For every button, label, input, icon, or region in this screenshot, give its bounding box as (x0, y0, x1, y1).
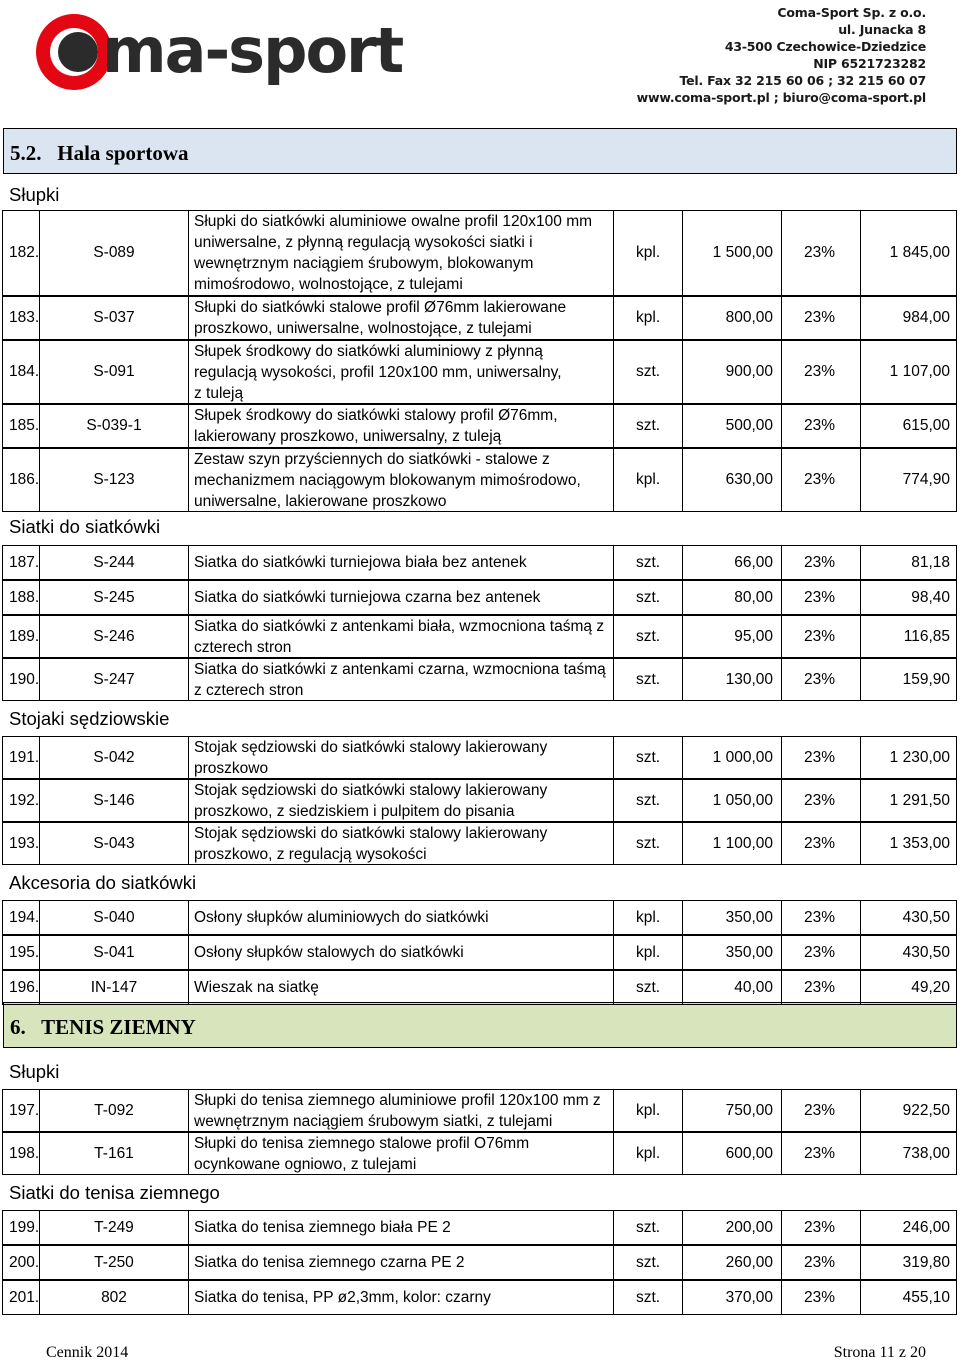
cell-unit: szt. (613, 658, 683, 701)
table-row (3, 1210, 957, 1245)
table-row (3, 340, 957, 404)
cell-code: S-042 (39, 736, 189, 779)
table-row (3, 615, 957, 658)
table-row (3, 935, 957, 970)
cell-gross: 81,18 (860, 545, 957, 580)
coma-sport-logo (34, 8, 434, 96)
table-row (3, 448, 957, 512)
cell-gross: 116,85 (860, 615, 957, 658)
cell-gross: 98,40 (860, 580, 957, 615)
cell-no: 193. (2, 822, 40, 865)
cell-unit: szt. (613, 580, 683, 615)
cell-vat: 23% (781, 580, 861, 615)
category-heading: Słupki (9, 184, 60, 205)
cell-unit: szt. (613, 1210, 683, 1245)
cell-no: 199. (2, 1210, 40, 1245)
table-row (3, 970, 957, 1005)
cell-no: 195. (2, 935, 40, 970)
cell-unit: szt. (613, 615, 683, 658)
cell-no: 186. (2, 448, 40, 512)
table-row (3, 822, 957, 865)
table-row (3, 296, 957, 340)
cell-no: 201. (2, 1280, 40, 1315)
cell-unit: szt. (613, 736, 683, 779)
cell-code: S-039-1 (39, 404, 189, 448)
cell-vat: 23% (781, 900, 861, 935)
cell-no: 188. (2, 580, 40, 615)
cell-no: 184. (2, 340, 40, 404)
cell-desc: Stojak sędziowski do siatkówki stalowy lakierowany proszkowo (188, 736, 614, 779)
cell-gross: 430,50 (860, 935, 957, 970)
cell-gross: 455,10 (860, 1280, 957, 1315)
cell-vat: 23% (781, 1089, 861, 1132)
cell-price: 350,00 (682, 935, 782, 970)
cell-desc: Siatka do tenisa ziemnego biała PE 2 (188, 1210, 614, 1245)
cell-price: 1 050,00 (682, 779, 782, 822)
cell-unit: szt. (613, 404, 683, 448)
cell-unit: szt. (613, 970, 683, 1005)
cell-gross: 319,80 (860, 1245, 957, 1280)
company-nip: NIP 6521723282 (813, 56, 926, 71)
cell-no: 190. (2, 658, 40, 701)
section-title: 5.2. Hala sportowa (10, 141, 189, 165)
cell-code: S-146 (39, 779, 189, 822)
cell-price: 200,00 (682, 1210, 782, 1245)
category-heading: Akcesoria do siatkówki (9, 872, 197, 893)
cell-vat: 23% (781, 404, 861, 448)
cell-desc: Osłony słupków stalowych do siatkówki (188, 935, 614, 970)
cell-code: S-041 (39, 935, 189, 970)
cell-gross: 1 107,00 (860, 340, 957, 404)
cell-no: 183. (2, 296, 40, 340)
table-row (3, 779, 957, 822)
cell-vat: 23% (781, 296, 861, 340)
cell-vat: 23% (781, 1132, 861, 1175)
cell-vat: 23% (781, 1210, 861, 1245)
table-row (3, 1132, 957, 1175)
cell-unit: kpl. (613, 448, 683, 512)
cell-no: 192. (2, 779, 40, 822)
cell-vat: 23% (781, 545, 861, 580)
cell-unit: kpl. (613, 210, 683, 296)
category-heading: Stojaki sędziowskie (9, 708, 170, 729)
cell-no: 196. (2, 970, 40, 1005)
cell-unit: szt. (613, 1280, 683, 1315)
company-phone: Tel. Fax 32 215 60 06 ; 32 215 60 07 (679, 73, 926, 88)
cell-price: 630,00 (682, 448, 782, 512)
footer-left: Cennik 2014 (46, 1344, 129, 1361)
cell-desc: Słupki do siatkówki stalowe profil Ø76mm lakierowane proszkowo, uniwersalne, wolnostojące, z tulejami (188, 296, 614, 340)
cell-price: 40,00 (682, 970, 782, 1005)
cell-unit: kpl. (613, 900, 683, 935)
cell-unit: kpl. (613, 935, 683, 970)
cell-desc: Siatka do siatkówki z antenkami czarna, wzmocniona taśmą z czterech stron (188, 658, 614, 701)
cell-desc: Siatka do siatkówki turniejowa czarna bez antenek (188, 580, 614, 615)
cell-gross: 1 291,50 (860, 779, 957, 822)
company-name: Coma-Sport Sp. z o.o. (777, 5, 926, 20)
cell-unit: kpl. (613, 1132, 683, 1175)
table-row (3, 210, 957, 296)
footer-right: Strona 11 z 20 (833, 1344, 926, 1361)
cell-gross: 246,00 (860, 1210, 957, 1245)
cell-code: S-245 (39, 580, 189, 615)
cell-code: S-089 (39, 210, 189, 296)
cell-vat: 23% (781, 970, 861, 1005)
cell-desc: Słupek środkowy do siatkówki aluminiowy z płynną regulacją wysokości, profil 120x100 mm, uniwersalny, z tuleją (188, 340, 614, 404)
company-web: www.coma-sport.pl ; biuro@coma-sport.pl (636, 90, 926, 105)
cell-vat: 23% (781, 1280, 861, 1315)
cell-no: 197. (2, 1089, 40, 1132)
cell-gross: 1 845,00 (860, 210, 957, 296)
cell-price: 1 000,00 (682, 736, 782, 779)
cell-code: IN-147 (39, 970, 189, 1005)
cell-gross: 738,00 (860, 1132, 957, 1175)
cell-code: T-250 (39, 1245, 189, 1280)
cell-gross: 922,50 (860, 1089, 957, 1132)
table-row (3, 580, 957, 615)
cell-gross: 984,00 (860, 296, 957, 340)
cell-code: S-247 (39, 658, 189, 701)
table-row (3, 658, 957, 701)
cell-unit: szt. (613, 779, 683, 822)
cell-unit: kpl. (613, 296, 683, 340)
cell-desc: Stojak sędziowski do siatkówki stalowy lakierowany proszkowo, z siedziskiem i pulpitem do pisania (188, 779, 614, 822)
cell-vat: 23% (781, 448, 861, 512)
cell-price: 1 500,00 (682, 210, 782, 296)
section-header (3, 128, 957, 174)
cell-code: S-037 (39, 296, 189, 340)
cell-vat: 23% (781, 615, 861, 658)
cell-code: S-123 (39, 448, 189, 512)
cell-price: 900,00 (682, 340, 782, 404)
cell-gross: 1 353,00 (860, 822, 957, 865)
cell-price: 350,00 (682, 900, 782, 935)
cell-code: S-246 (39, 615, 189, 658)
cell-code: S-091 (39, 340, 189, 404)
page-header (0, 0, 960, 118)
table-row (3, 545, 957, 580)
cell-vat: 23% (781, 822, 861, 865)
cell-no: 200. (2, 1245, 40, 1280)
cell-gross: 159,90 (860, 658, 957, 701)
cell-price: 260,00 (682, 1245, 782, 1280)
cell-desc: Słupki do tenisa ziemnego aluminiowe profil 120x100 mm z wewnętrznym naciągiem śrubowym siatki, z tulejami (188, 1089, 614, 1132)
svg-text:ma-sport: ma-sport (102, 14, 403, 87)
cell-desc: Słupek środkowy do siatkówki stalowy profil Ø76mm, lakierowany proszkowo, uniwersalny, z tuleją (188, 404, 614, 448)
cell-price: 370,00 (682, 1280, 782, 1315)
cell-code: S-040 (39, 900, 189, 935)
cell-no: 191. (2, 736, 40, 779)
cell-desc: Siatka do siatkówki turniejowa biała bez antenek (188, 545, 614, 580)
cell-unit: kpl. (613, 1089, 683, 1132)
cell-vat: 23% (781, 340, 861, 404)
cell-no: 185. (2, 404, 40, 448)
cell-vat: 23% (781, 779, 861, 822)
cell-desc: Stojak sędziowski do siatkówki stalowy lakierowany proszkowo, z regulacją wysokości (188, 822, 614, 865)
section-title: 6. TENIS ZIEMNY (10, 1015, 196, 1039)
cell-price: 66,00 (682, 545, 782, 580)
cell-desc: Siatka do siatkówki z antenkami biała, wzmocniona taśmą z czterech stron (188, 615, 614, 658)
section-header (3, 1002, 957, 1048)
cell-unit: szt. (613, 822, 683, 865)
cell-gross: 1 230,00 (860, 736, 957, 779)
cell-unit: szt. (613, 545, 683, 580)
company-city: 43-500 Czechowice-Dziedzice (724, 39, 926, 54)
table-row (3, 1089, 957, 1132)
cell-price: 130,00 (682, 658, 782, 701)
company-info (637, 4, 926, 106)
category-heading: Słupki (9, 1061, 60, 1082)
cell-desc: Osłony słupków aluminiowych do siatkówki (188, 900, 614, 935)
cell-no: 198. (2, 1132, 40, 1175)
table-row (3, 404, 957, 448)
cell-price: 500,00 (682, 404, 782, 448)
cell-price: 750,00 (682, 1089, 782, 1132)
cell-code: 802 (39, 1280, 189, 1315)
cell-desc: Słupki do tenisa ziemnego stalowe profil O76mm ocynkowane ogniowo, z tulejami (188, 1132, 614, 1175)
cell-price: 95,00 (682, 615, 782, 658)
cell-vat: 23% (781, 210, 861, 296)
cell-unit: szt. (613, 340, 683, 404)
cell-code: S-244 (39, 545, 189, 580)
category-heading: Siatki do siatkówki (9, 516, 161, 537)
cell-no: 194. (2, 900, 40, 935)
cell-price: 600,00 (682, 1132, 782, 1175)
cell-desc: Słupki do siatkówki aluminiowe owalne profil 120x100 mm uniwersalne, z płynną regulacją wysokości siatki i wewnętrznym naciągiem śrubowym, blokowanym mimośrodowo, wolnostojące, z tulejami (188, 210, 614, 296)
cell-desc: Wieszak na siatkę (188, 970, 614, 1005)
table-row (3, 1245, 957, 1280)
cell-gross: 430,50 (860, 900, 957, 935)
cell-vat: 23% (781, 658, 861, 701)
cell-desc: Siatka do tenisa ziemnego czarna PE 2 (188, 1245, 614, 1280)
category-heading: Siatki do tenisa ziemnego (9, 1182, 220, 1203)
cell-price: 80,00 (682, 580, 782, 615)
cell-desc: Siatka do tenisa, PP ø2,3mm, kolor: czarny (188, 1280, 614, 1315)
cell-vat: 23% (781, 1245, 861, 1280)
cell-vat: 23% (781, 736, 861, 779)
cell-no: 189. (2, 615, 40, 658)
cell-code: T-161 (39, 1132, 189, 1175)
company-street: ul. Junacka 8 (838, 22, 926, 37)
cell-price: 1 100,00 (682, 822, 782, 865)
cell-no: 182. (2, 210, 40, 296)
cell-no: 187. (2, 545, 40, 580)
cell-price: 800,00 (682, 296, 782, 340)
cell-code: S-043 (39, 822, 189, 865)
cell-vat: 23% (781, 935, 861, 970)
cell-unit: szt. (613, 1245, 683, 1280)
cell-desc: Zestaw szyn przyściennych do siatkówki - stalowe z mechanizmem naciągowym blokowanym mimośrodowo, uniwersalne, lakierowane proszkowo (188, 448, 614, 512)
table-row (3, 736, 957, 779)
table-row (3, 1280, 957, 1315)
cell-gross: 615,00 (860, 404, 957, 448)
cell-code: T-092 (39, 1089, 189, 1132)
cell-gross: 774,90 (860, 448, 957, 512)
table-row (3, 900, 957, 935)
cell-code: T-249 (39, 1210, 189, 1245)
cell-gross: 49,20 (860, 970, 957, 1005)
